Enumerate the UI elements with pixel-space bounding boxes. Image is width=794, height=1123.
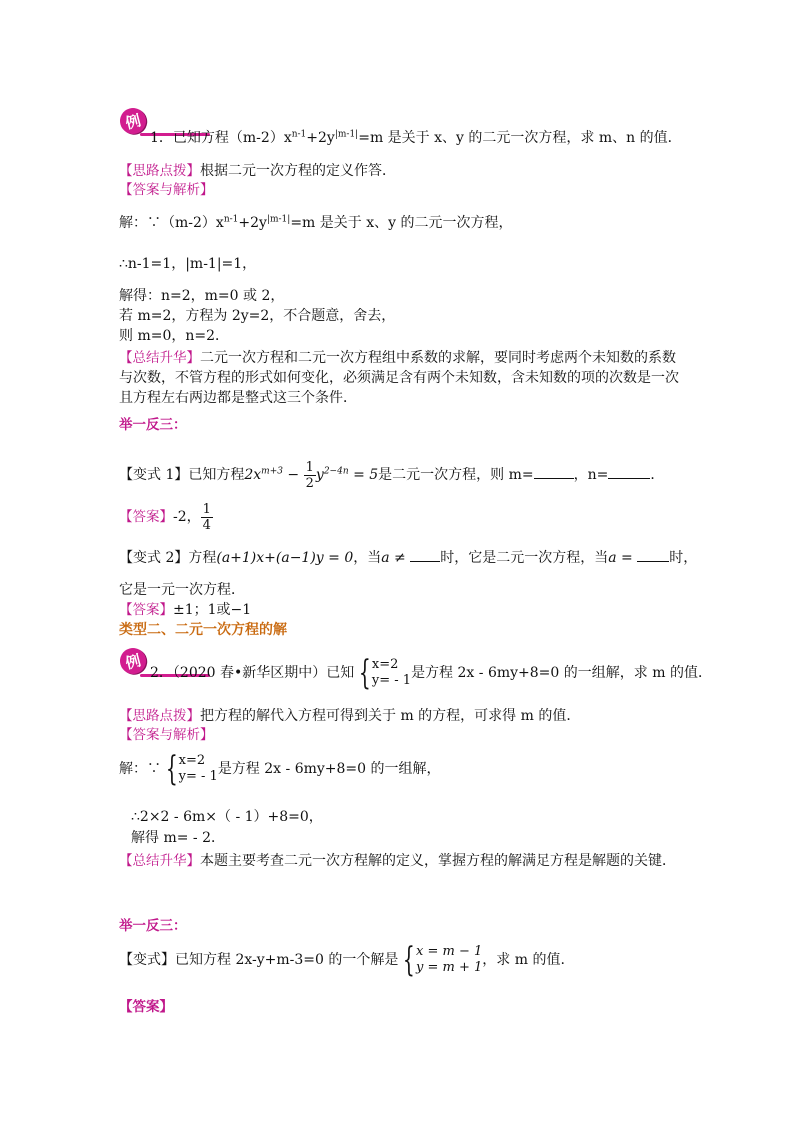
example1-solution-intro: 解：$\because(m-2)x^{n-1}+2y^{|m-1|}=m$ 是关于 x、y 的二元一次方程，: [119, 214, 513, 231]
example2-solution-intro: 解：∵ { x=2 y= - 1 是方程 2x - 6my+8=0 的一组解，: [119, 749, 441, 789]
answer2: 【答案】±1；1或−1: [119, 602, 252, 618]
variant2: 【变式 2】方程(a+1)x+(a−1)y = 0，当a ≠ 时，它是二元一次方程，当a = 时，: [119, 547, 697, 567]
type2-heading: 类型二、二元一次方程的解: [119, 622, 287, 638]
equation-system: { x=2 y= - 1: [165, 749, 218, 789]
equation-system: { x=2 y= - 1: [359, 653, 412, 693]
variant1: 【变式 1】已知方程$2x^{m+3}$ − $\frac{1}{2}$ $y^{2-4n} = 5$是二元一次方程，则 m= ，n= ．: [119, 459, 665, 491]
blank-a-eq: [637, 547, 669, 562]
variant3: 【变式】已知方程 2x-y+m-3=0 的一个解是 { x = m − 1 y = m + 1 ，求 m 的值.: [119, 940, 565, 980]
practice2-heading: 举一反三：: [119, 918, 187, 934]
blank-n: [608, 464, 650, 479]
practice1-heading: 举一反三：: [119, 417, 187, 433]
example2-step2: 解得 m= - 2．: [131, 830, 225, 846]
example2-answer-heading: 【答案与解析】: [119, 727, 214, 743]
example2-hint: 【思路点拨】把方程的解代入方程可得到关于 m 的方程，可求得 m 的值．: [119, 708, 581, 724]
answer1: 【答案】-2， $\frac{1}{4}$: [119, 501, 211, 533]
example-badge-icon: 例: [117, 105, 149, 137]
example1-step4: 则 m=0，n=2．: [119, 328, 230, 344]
hint-tag: 【思路点拨】: [119, 163, 200, 179]
variant2-line2: 它是一元一次方程．: [119, 582, 245, 598]
example-badge-icon: 例: [117, 645, 149, 677]
equation-system: { x = m − 1 y = m + 1: [403, 940, 483, 980]
example1-answer-heading: 【答案与解析】: [119, 182, 214, 198]
example2-problem: 2．（2020 春•新华区期中）已知 { x=2 y= - 1 是方程 2x - 6my+8=0 的一组解，求 m 的值．: [150, 653, 712, 693]
example2-step1: ∴2×2 - 6m×（ - 1）+8=0，: [131, 809, 323, 825]
practice2-answer-heading: 【答案】: [119, 999, 173, 1015]
example1-step3: 若 m=2，方程为 2y=2，不合题意，舍去，: [119, 308, 396, 324]
example1-summary: 【总结升华】二元一次方程和二元一次方程组中系数的求解，要同时考虑两个未知数的系数与次数，不管方程的形式如何变化，必须满足含有两个未知数，含未知数的项的次数是一次且方程左右两边都是整式这三个条件．: [119, 350, 679, 406]
example1-hint: 【思路点拨】根据二元一次方程的定义作答．: [119, 163, 396, 179]
example2-summary: 【总结升华】本题主要考查二元一次方程解的定义，掌握方程的解满足方程是解题的关键．: [119, 853, 676, 869]
fraction-half: $\frac{1}{2}$: [305, 459, 314, 491]
blank-m: [534, 464, 574, 479]
example1-step2: 解得：n=2，m=0 或 2，: [119, 288, 285, 304]
example1-step1: ∴n-1=1，|m-1|=1，: [119, 256, 257, 272]
blank-a-neq: [410, 547, 440, 562]
fraction-quarter: $\frac{1}{4}$: [202, 501, 211, 533]
example1-problem: 1．已知方程$(m-2)x^{n-1}+2y^{|m-1|}=m$ 是关于 x、y 的二元一次方程，求 m、n 的值．: [150, 129, 682, 146]
